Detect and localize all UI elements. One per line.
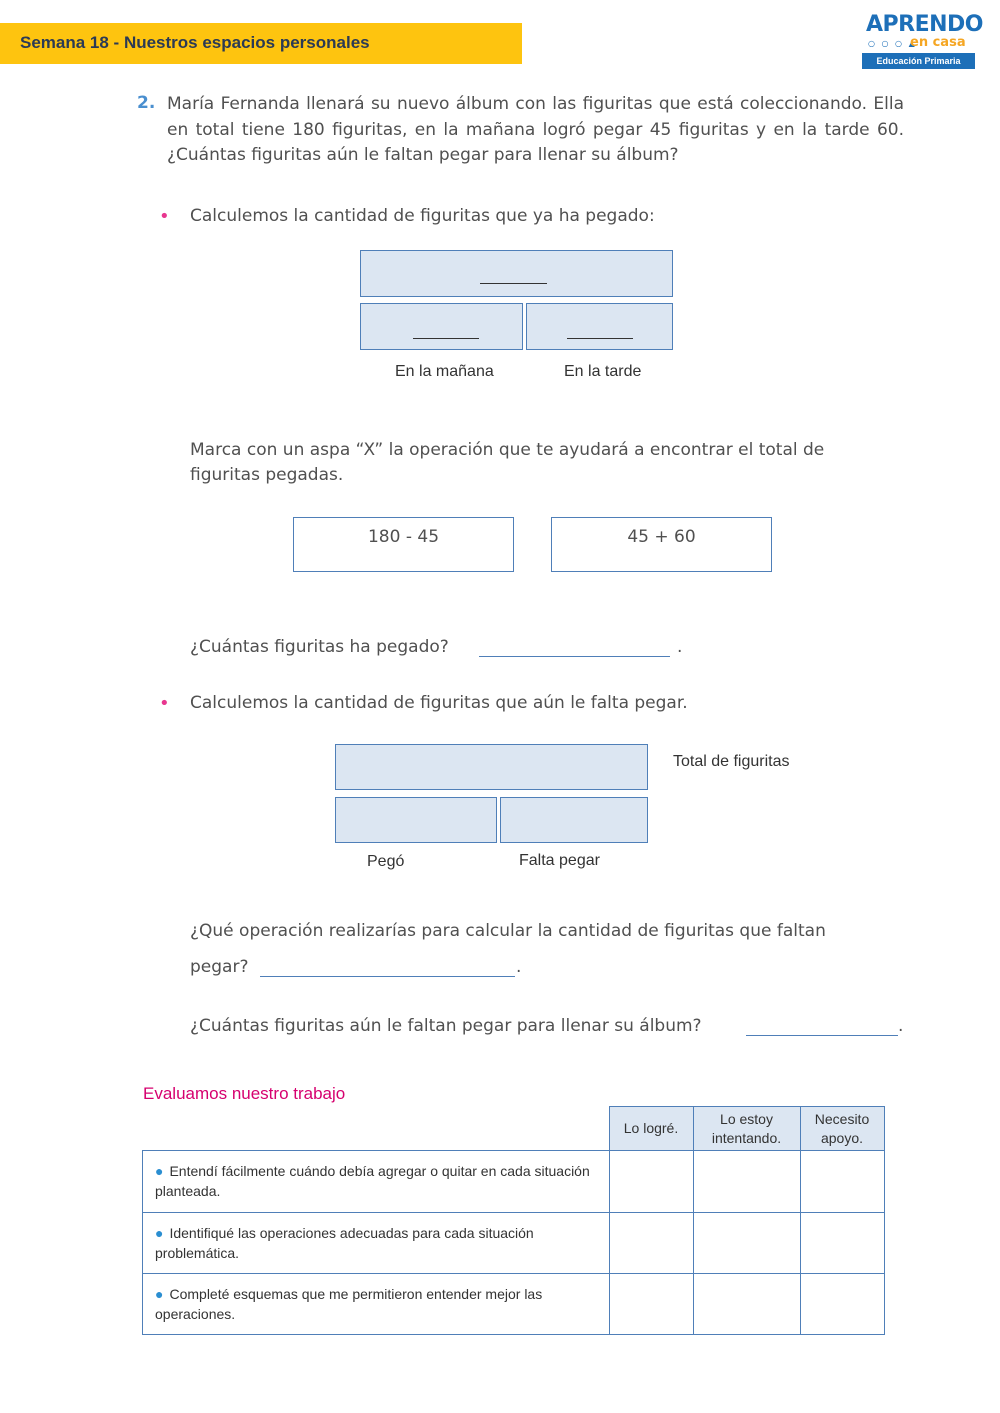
table-row [143, 1213, 885, 1274]
scheme2-label-pego: Pegó [367, 853, 405, 870]
answer-operacion-field[interactable] [260, 976, 515, 977]
question-number: 2. [137, 93, 156, 113]
answer-faltan-field[interactable] [746, 1035, 898, 1036]
check-cell-apoyo[interactable] [800, 1151, 884, 1213]
scheme1-morning-box[interactable] [360, 303, 523, 350]
question-operacion-cont: pegar? [190, 957, 249, 977]
logo-subtitle: en casa [910, 35, 966, 50]
evaluation-title: Evaluamos nuestro trabajo [143, 1084, 346, 1103]
check-cell-intentando[interactable] [693, 1213, 800, 1274]
scheme1-afternoon-blank [567, 338, 633, 339]
table-row [143, 1151, 885, 1213]
check-cell-intentando[interactable] [693, 1151, 800, 1213]
option-subtraction[interactable]: 180 - 45 [293, 517, 514, 572]
part2-heading: Calculemos la cantidad de figuritas que aún le falta pegar. [190, 693, 688, 713]
option-addition[interactable]: 45 + 60 [551, 517, 772, 572]
evaluation-corner [143, 1107, 610, 1151]
problem-text: María Fernanda llenará su nuevo álbum con las figuritas que está coleccionando. Ella en total tiene 180 figuritas, en la mañana logró pegar 45 figuritas y en la tarde 60. ¿Cuántas figuritas aún le faltan pegar para llenar su álbum? [167, 94, 904, 165]
check-cell-apoyo[interactable] [800, 1274, 884, 1335]
scheme2-total-box[interactable] [335, 744, 648, 790]
scheme2-falta-box[interactable] [500, 797, 648, 843]
check-cell-intentando[interactable] [693, 1274, 800, 1335]
instruction-text: Marca con un aspa “X” la operación que te ayudará a encontrar el total de figuritas pegadas. [190, 440, 825, 485]
scheme1-morning-blank [413, 338, 479, 339]
criterion-cell [143, 1151, 610, 1213]
aprendo-logo: APRENDO [866, 12, 983, 37]
criterion-text: Entendí fácilmente cuándo debía agregar o quitar en cada situación planteada. [155, 1163, 590, 1199]
column-header-intentando: Lo estoy intentando. [693, 1107, 800, 1151]
check-cell-logre[interactable] [609, 1274, 693, 1335]
page-title: Semana 18 - Nuestros espacios personales [20, 33, 370, 52]
criterion-text: Completé esquemas que me permitieron entender mejor las operaciones. [155, 1286, 543, 1322]
scheme1-label-afternoon: En la tarde [564, 363, 642, 380]
scheme1-label-morning: En la mañana [395, 363, 494, 380]
logo-band: Educación Primaria [862, 53, 975, 69]
column-header-logre: Lo logré. [609, 1107, 693, 1151]
bullet-icon: ● [155, 1286, 164, 1302]
bullet-1: • [159, 206, 170, 227]
bullet-icon: ● [155, 1163, 164, 1179]
answer-pegado-field[interactable] [479, 656, 670, 657]
criterion-text: Identifiqué las operaciones adecuadas para cada situación problemática. [155, 1225, 534, 1261]
bullet-icon: ● [155, 1225, 164, 1241]
scheme2-label-falta: Falta pegar [519, 852, 600, 869]
scheme1-afternoon-box[interactable] [526, 303, 673, 350]
check-cell-apoyo[interactable] [800, 1213, 884, 1274]
scheme1-total-box[interactable] [360, 250, 673, 297]
logo-dots-icon: ○ ○ ○ ▲ [868, 39, 917, 48]
bullet-2: • [159, 693, 170, 714]
criterion-cell [143, 1213, 610, 1274]
scheme1-total-blank [480, 283, 547, 284]
column-header-apoyo: Necesito apoyo. [800, 1107, 884, 1151]
question-faltan-period: . [898, 1016, 904, 1036]
question-pegado-period: . [677, 637, 683, 657]
check-cell-logre[interactable] [609, 1151, 693, 1213]
check-cell-logre[interactable] [609, 1213, 693, 1274]
scheme2-pego-box[interactable] [335, 797, 497, 843]
question-pegado: ¿Cuántas figuritas ha pegado? [190, 637, 449, 657]
scheme2-total-label: Total de figuritas [673, 753, 790, 770]
question-operacion-period: . [516, 957, 522, 977]
table-row [143, 1274, 885, 1335]
question-operacion: ¿Qué operación realizarías para calcular la cantidad de figuritas que faltan [190, 921, 826, 941]
evaluation-table [142, 1106, 885, 1335]
part1-heading: Calculemos la cantidad de figuritas que ya ha pegado: [190, 206, 655, 226]
criterion-cell [143, 1274, 610, 1335]
question-faltan: ¿Cuántas figuritas aún le faltan pegar para llenar su álbum? [190, 1016, 702, 1036]
